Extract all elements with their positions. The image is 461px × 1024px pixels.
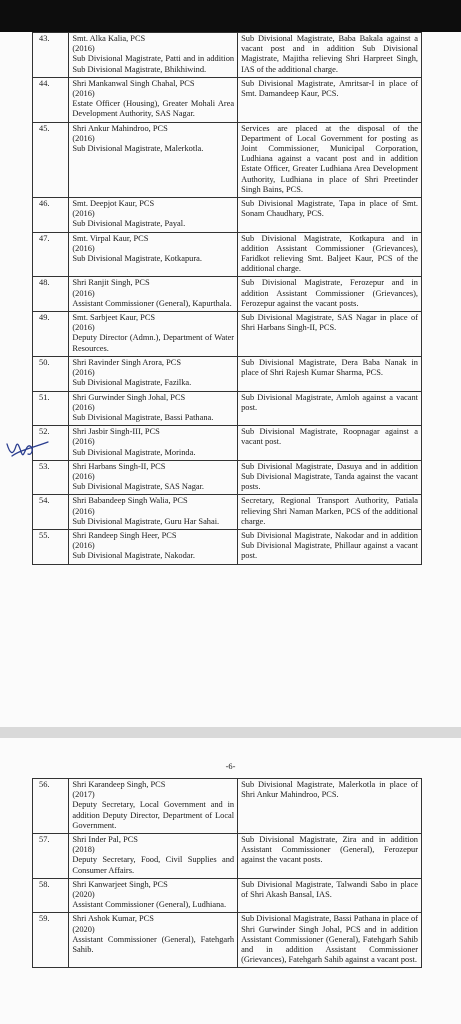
serial-number: 56. bbox=[33, 779, 69, 834]
officer-cell bbox=[69, 122, 238, 197]
officer-cell bbox=[69, 232, 238, 277]
officer-cell bbox=[69, 495, 238, 530]
officer-batch: (2016) bbox=[72, 323, 95, 333]
officer-cell bbox=[69, 312, 238, 357]
current-post: Estate Officer (Housing), Greater Mohali Area Development Authority, SAS Nagar. bbox=[72, 99, 235, 119]
officer-batch: (2016) bbox=[72, 89, 95, 99]
new-posting: Sub Divisional Magistrate, Dasuya and in addition Sub Divisional Magistrate, Tanda against the vacant posts. bbox=[238, 460, 422, 495]
serial-number: 59. bbox=[33, 913, 69, 968]
table-row bbox=[33, 878, 422, 913]
table-row bbox=[33, 391, 422, 426]
new-posting: Services are placed at the disposal of the Department of Local Government for posting as Joint Commissioner, Municipal Corporation, Ludhiana against a vacant post and in addition Estate Officer, Greater Ludhiana Area Development Authority, Ludhiana in place of Shri Preetinder Singh Bains, PCS. bbox=[238, 122, 422, 197]
table-row bbox=[33, 834, 422, 879]
new-posting: Sub Divisional Magistrate, Nakodar and in addition Sub Divisional Magistrate, Phillaur against a vacant post. bbox=[238, 529, 422, 564]
current-post: Sub Divisional Magistrate, SAS Nagar. bbox=[72, 482, 205, 492]
officer-cell bbox=[69, 426, 238, 461]
table-row bbox=[33, 77, 422, 122]
new-posting: Sub Divisional Magistrate, Tapa in place of Smt. Sonam Chaudhary, PCS. bbox=[238, 198, 422, 233]
current-post: Assistant Commissioner (General), Fatehgarh Sahib. bbox=[72, 934, 235, 955]
table-row bbox=[33, 913, 422, 968]
officer-batch: (2018) bbox=[72, 845, 95, 855]
current-post: Sub Divisional Magistrate, Guru Har Sahai. bbox=[72, 516, 220, 526]
serial-number: 55. bbox=[33, 529, 69, 564]
current-post: Sub Divisional Magistrate, Payal. bbox=[72, 219, 186, 229]
serial-number: 48. bbox=[33, 277, 69, 312]
new-posting: Sub Divisional Magistrate, Amloh against a vacant post. bbox=[238, 391, 422, 426]
officer-cell bbox=[69, 277, 238, 312]
officer-cell bbox=[69, 779, 238, 834]
officer-batch: (2016) bbox=[72, 471, 95, 481]
new-posting: Sub Divisional Magistrate, Baba Bakala against a vacant post and in addition Sub Divisional Magistrate, Majitha relieving Shri Harpreet Singh, IAS of the additional charge. bbox=[238, 33, 422, 78]
current-post: Sub Divisional Magistrate, Kotkapura. bbox=[72, 254, 202, 264]
serial-number: 53. bbox=[33, 460, 69, 495]
new-posting: Sub Divisional Magistrate, Talwandi Sabo in place of Shri Akash Bansal, IAS. bbox=[238, 878, 422, 913]
transfer-table-page-1 bbox=[32, 32, 422, 565]
officer-cell bbox=[69, 391, 238, 426]
new-posting: Sub Divisional Magistrate, Malerkotla in place of Shri Ankur Mahindroo, PCS. bbox=[238, 779, 422, 834]
officer-cell bbox=[69, 460, 238, 495]
new-posting: Sub Divisional Magistrate, Amritsar-I in place of Smt. Damandeep Kaur, PCS. bbox=[238, 77, 422, 122]
table-row bbox=[33, 33, 422, 78]
officer-batch: (2020) bbox=[72, 890, 95, 900]
transfer-table-page-2 bbox=[32, 778, 422, 968]
table-row bbox=[33, 198, 422, 233]
officer-name: Smt. Virpal Kaur, PCS bbox=[72, 233, 149, 243]
officer-cell bbox=[69, 356, 238, 391]
table-row bbox=[33, 779, 422, 834]
officer-name: Shri Babandeep Singh Walia, PCS bbox=[72, 496, 188, 506]
new-posting: Sub Divisional Magistrate, Dera Baba Nanak in place of Shri Rajesh Kumar Sharma, PCS. bbox=[238, 356, 422, 391]
new-posting: Sub Divisional Magistrate, Zira and in addition Assistant Commissioner (General), Ferozepur against the vacant posts. bbox=[238, 834, 422, 879]
officer-cell bbox=[69, 33, 238, 78]
officer-cell bbox=[69, 198, 238, 233]
officer-cell bbox=[69, 529, 238, 564]
serial-number: 47. bbox=[33, 232, 69, 277]
table-row bbox=[33, 529, 422, 564]
officer-name: Shri Ranjit Singh, PCS bbox=[72, 278, 150, 288]
officer-name: Shri Harbans Singh-II, PCS bbox=[72, 461, 166, 471]
serial-number: 50. bbox=[33, 356, 69, 391]
table-row bbox=[33, 277, 422, 312]
page-separator bbox=[0, 727, 461, 738]
officer-name: Smt. Deepjot Kaur, PCS bbox=[72, 199, 155, 209]
new-posting: Sub Divisional Magistrate, Bassi Pathana in place of Shri Gurwinder Singh Johal, PCS and in addition Assistant Commissioner (General), Fatehgarh Sahib and in addition Assistant Commissioner (Grievances), Fatehgarh Sahib against a vacant post. bbox=[238, 913, 422, 968]
serial-number: 54. bbox=[33, 495, 69, 530]
serial-number: 45. bbox=[33, 122, 69, 197]
table-row bbox=[33, 460, 422, 495]
top-bar bbox=[0, 0, 461, 32]
officer-batch: (2016) bbox=[72, 506, 95, 516]
officer-batch: (2016) bbox=[72, 368, 95, 378]
handwritten-signature bbox=[4, 436, 52, 462]
officer-name: Smt. Alka Kalia, PCS bbox=[72, 34, 146, 43]
new-posting: Sub Divisional Magistrate, Kotkapura and in addition Assistant Commissioner (Grievances), Faridkot relieving Smt. Baljeet Kaur, PCS of the additional charge. bbox=[238, 232, 422, 277]
officer-name: Shri Kanwarjeet Singh, PCS bbox=[72, 879, 168, 889]
serial-number: 52. bbox=[33, 426, 69, 461]
current-post: Sub Divisional Magistrate, Patti and in addition Sub Divisional Magistrate, Bhikhiwind. bbox=[72, 54, 235, 74]
serial-number: 46. bbox=[33, 198, 69, 233]
new-posting: Sub Divisional Magistrate, Roopnagar against a vacant post. bbox=[238, 426, 422, 461]
officer-cell bbox=[69, 77, 238, 122]
current-post: Deputy Director (Admn.), Department of Water Resources. bbox=[72, 333, 235, 353]
table-row bbox=[33, 232, 422, 277]
new-posting: Secretary, Regional Transport Authority, Patiala relieving Shri Naman Marken, PCS of the additional charge. bbox=[238, 495, 422, 530]
officer-name: Shri Ashok Kumar, PCS bbox=[72, 914, 154, 924]
table-row bbox=[33, 122, 422, 197]
officer-batch: (2016) bbox=[72, 209, 95, 219]
officer-name: Smt. Sarbjeet Kaur, PCS bbox=[72, 313, 156, 323]
serial-number: 43. bbox=[33, 33, 69, 78]
officer-batch: (2016) bbox=[72, 243, 95, 253]
table-row bbox=[33, 356, 422, 391]
officer-cell bbox=[69, 913, 238, 968]
current-post: Sub Divisional Magistrate, Fazilka. bbox=[72, 378, 192, 388]
table-row bbox=[33, 312, 422, 357]
current-post: Sub Divisional Magistrate, Malerkotla. bbox=[72, 144, 204, 154]
officer-name: Shri Ankur Mahindroo, PCS bbox=[72, 123, 168, 133]
serial-number: 49. bbox=[33, 312, 69, 357]
document-page-5 bbox=[0, 32, 461, 727]
current-post: Sub Divisional Magistrate, Nakodar. bbox=[72, 551, 195, 561]
officer-batch: (2016) bbox=[72, 44, 95, 54]
current-post: Deputy Secretary, Local Government and in addition Deputy Director, Department of Local Government. bbox=[72, 800, 235, 830]
officer-name: Shri Ravinder Singh Arora, PCS bbox=[72, 357, 182, 367]
current-post: Assistant Commissioner (General), Kapurthala. bbox=[72, 298, 232, 308]
serial-number: 58. bbox=[33, 878, 69, 913]
officer-batch: (2016) bbox=[72, 541, 95, 551]
serial-number: 51. bbox=[33, 391, 69, 426]
current-post: Assistant Commissioner (General), Ludhiana. bbox=[72, 900, 227, 910]
current-post: Sub Divisional Magistrate, Bassi Pathana. bbox=[72, 412, 214, 422]
officer-batch: (2020) bbox=[72, 924, 95, 934]
officer-name: Shri Gurwinder Singh Johal, PCS bbox=[72, 392, 186, 402]
current-post: Sub Divisional Magistrate, Morinda. bbox=[72, 447, 196, 457]
new-posting: Sub Divisional Magistrate, Ferozepur and in addition Assistant Commissioner (Grievances), Ferozepur against the vacant posts. bbox=[238, 277, 422, 312]
serial-number: 44. bbox=[33, 77, 69, 122]
officer-batch: (2016) bbox=[72, 437, 95, 447]
officer-batch: (2016) bbox=[72, 402, 95, 412]
serial-number: 57. bbox=[33, 834, 69, 879]
officer-name: Shri Jasbir Singh-III, PCS bbox=[72, 427, 160, 437]
table-row bbox=[33, 495, 422, 530]
officer-name: Shri Randeep Singh Heer, PCS bbox=[72, 530, 177, 540]
officer-batch: (2016) bbox=[72, 133, 95, 143]
officer-name: Shri Inder Pal, PCS bbox=[72, 835, 138, 845]
officer-cell bbox=[69, 878, 238, 913]
document-page-6 bbox=[0, 738, 461, 1024]
current-post: Deputy Secretary, Food, Civil Supplies and Consumer Affairs. bbox=[72, 855, 235, 875]
officer-cell bbox=[69, 834, 238, 879]
officer-batch: (2017) bbox=[72, 790, 95, 800]
new-posting: Sub Divisional Magistrate, SAS Nagar in place of Shri Harbans Singh-II, PCS. bbox=[238, 312, 422, 357]
officer-batch: (2016) bbox=[72, 288, 95, 298]
table-row bbox=[33, 426, 422, 461]
officer-name: Shri Karandeep Singh, PCS bbox=[72, 780, 166, 789]
officer-name: Shri Mankanwal Singh Chahal, PCS bbox=[72, 78, 195, 88]
page-number: -6- bbox=[225, 762, 236, 771]
